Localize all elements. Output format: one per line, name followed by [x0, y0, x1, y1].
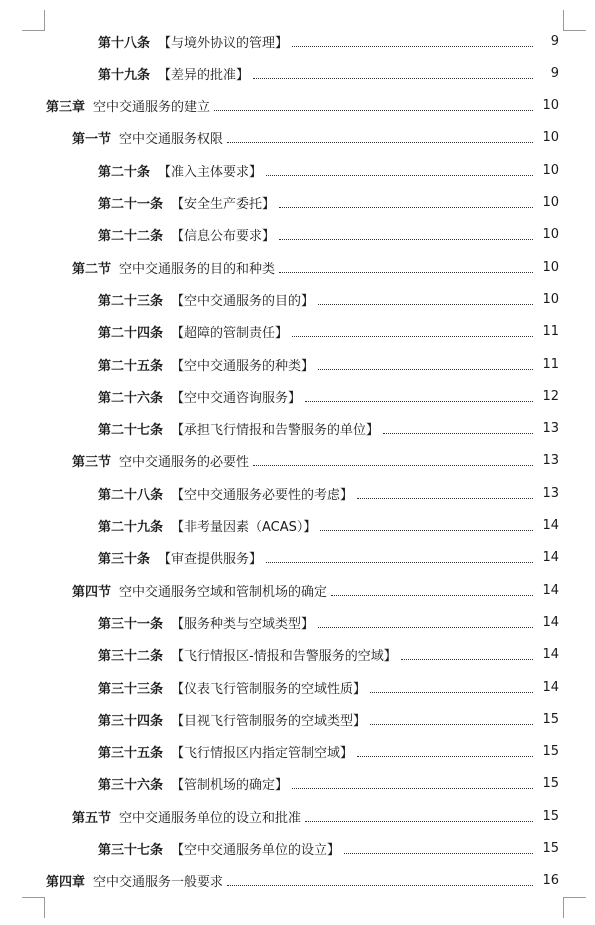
toc-entry[interactable] [98, 771, 559, 797]
dot-leader [279, 207, 533, 208]
toc-entry-page-number: 13 [542, 421, 559, 437]
toc-entry-title: 空中交通服务空域和管制机场的确定 [119, 584, 328, 600]
dot-leader [253, 465, 533, 466]
toc-entry-label: 第二十一条 [98, 197, 164, 212]
dot-leader [318, 369, 533, 370]
dot-leader [279, 239, 533, 240]
toc-entry-page-number: 15 [542, 808, 559, 824]
dot-leader [318, 627, 533, 628]
toc-entry[interactable] [72, 803, 559, 829]
dot-leader [279, 272, 533, 273]
toc-entry[interactable] [72, 448, 559, 474]
toc-entry-label: 第三十条 [98, 552, 151, 568]
toc-entry-page-number: 14 [542, 614, 559, 630]
toc-entry-page-number: 13 [542, 485, 559, 501]
dot-leader [292, 46, 533, 47]
dot-leader [227, 142, 533, 143]
toc-entry-label: 第三十六条 [98, 778, 164, 794]
toc-entry-page-number: 11 [542, 356, 559, 372]
toc-entry-title: 【差异的批准】 [158, 67, 250, 83]
toc-entry-page-number: 10 [542, 259, 559, 275]
toc-entry-label: 第三十四条 [98, 713, 164, 729]
toc-entry-label: 第三十七条 [98, 843, 164, 858]
toc-entry-title: 空中交通服务权限 [119, 132, 224, 148]
toc-entry-page-number: 14 [542, 582, 559, 598]
dot-leader [214, 110, 533, 111]
toc-entry[interactable] [98, 836, 559, 862]
toc-entry-title: 【服务种类与空域类型】 [171, 616, 315, 632]
toc-entry-label: 第十九条 [98, 67, 151, 83]
toc-entry[interactable] [98, 545, 559, 571]
dot-leader [320, 530, 533, 531]
toc-entry-label: 第三十三条 [98, 681, 164, 697]
dot-leader [318, 304, 533, 305]
toc-entry-label: 第三十二条 [98, 649, 164, 665]
toc-entry-title: 空中交通服务的必要性 [119, 455, 250, 471]
dot-leader [357, 498, 533, 499]
crop-mark-top-right [563, 10, 586, 31]
toc-entry-label: 第二十四条 [98, 326, 164, 342]
dot-leader [292, 788, 533, 789]
dot-leader [370, 692, 533, 693]
toc-entry-page-number: 14 [542, 550, 559, 566]
toc-entry-page-number: 16 [542, 873, 559, 889]
toc-entry-title: 【空中交通服务单位的设立】 [171, 843, 341, 858]
toc-entry-label: 第三节 [72, 455, 112, 471]
toc-entry[interactable] [98, 706, 559, 732]
toc-entry[interactable] [98, 157, 559, 183]
toc-entry-page-number: 14 [542, 647, 559, 663]
toc-entry[interactable] [98, 416, 559, 442]
dot-leader [305, 821, 533, 822]
crop-mark-bottom-right [563, 897, 586, 918]
toc-entry-title: 【空中交通服务的种类】 [171, 358, 315, 374]
dot-leader [266, 562, 533, 563]
toc-entry[interactable] [98, 190, 559, 216]
dot-leader [357, 756, 533, 757]
toc-entry-label: 第五节 [72, 810, 112, 826]
crop-mark-bottom-left [22, 897, 45, 918]
toc-entry-label: 第二十九条 [98, 520, 164, 535]
toc-entry-label: 第一节 [72, 132, 112, 148]
toc-entry-page-number: 9 [550, 65, 559, 81]
toc-entry-title: 空中交通服务一般要求 [93, 875, 224, 891]
toc-entry-label: 第二十六条 [98, 390, 164, 406]
toc-entry-title: 【承担飞行情报和告警服务的单位】 [171, 423, 380, 439]
dot-leader [383, 433, 533, 434]
toc-entry-page-number: 12 [542, 388, 559, 404]
toc-entry-title: 【飞行情报区内指定管制空域】 [171, 746, 354, 762]
toc-entry-title: 【信息公布要求】 [171, 229, 276, 245]
toc-entry-page-number: 10 [542, 195, 559, 210]
toc-entry-label: 第三十五条 [98, 746, 164, 762]
toc-entry-label: 第四节 [72, 584, 112, 600]
toc-entry[interactable] [98, 383, 559, 409]
toc-entry-page-number: 14 [542, 518, 559, 533]
toc-entry-label: 第四章 [46, 875, 86, 891]
toc-entry-title: 【与境外协议的管理】 [158, 35, 289, 51]
toc-entry-title: 空中交通服务的目的和种类 [119, 261, 276, 277]
toc-entry-title: 空中交通服务单位的设立和批准 [119, 810, 302, 826]
toc-entry[interactable] [72, 577, 559, 603]
toc-entry-title: 【空中交通咨询服务】 [171, 390, 302, 406]
toc-entry-title: 【空中交通服务的目的】 [171, 293, 315, 309]
toc-entry[interactable] [98, 222, 559, 248]
toc-entry-label: 第三十一条 [98, 616, 164, 632]
toc-entry[interactable] [98, 739, 559, 765]
toc-entry-page-number: 10 [542, 291, 559, 307]
dot-leader [227, 885, 533, 886]
toc-entry-page-number: 15 [542, 776, 559, 792]
toc-entry-title: 空中交通服务的建立 [93, 100, 211, 116]
toc-entry-title: 【飞行情报区-情报和告警服务的空域】 [171, 649, 397, 665]
toc-entry[interactable] [98, 642, 559, 668]
toc-entry-label: 第二十三条 [98, 293, 164, 309]
toc-entry-label: 第二十七条 [98, 423, 164, 439]
toc-entry-label: 第十八条 [98, 35, 151, 51]
toc-entry-label: 第二十二条 [98, 229, 164, 245]
toc-entry-page-number: 10 [542, 227, 559, 243]
toc-entry-title: 【安全生产委托】 [171, 197, 276, 212]
toc-entry[interactable] [98, 351, 559, 377]
dot-leader [266, 175, 533, 176]
toc-entry-title: 【仪表飞行管制服务的空域性质】 [171, 681, 367, 697]
toc-entry-title: 【准入主体要求】 [158, 164, 263, 180]
dot-leader [292, 336, 533, 337]
toc-entry-label: 第二十五条 [98, 358, 164, 374]
toc-entry-page-number: 14 [542, 679, 559, 695]
toc-entry-title: 【审查提供服务】 [158, 552, 263, 568]
toc-entry[interactable] [46, 868, 559, 894]
toc-entry-page-number: 9 [550, 33, 559, 49]
toc-entry-page-number: 10 [542, 130, 559, 146]
toc-entry-title: 【空中交通服务必要性的考虑】 [171, 487, 354, 503]
toc-entry-title: 【超障的管制责任】 [171, 326, 289, 342]
toc-entry-page-number: 10 [542, 162, 559, 178]
toc-entry-page-number: 15 [542, 841, 559, 856]
toc-entry-title: 【管制机场的确定】 [171, 778, 289, 794]
dot-leader [331, 595, 533, 596]
toc-entry[interactable] [98, 319, 559, 345]
toc-entry-page-number: 15 [542, 744, 559, 760]
toc-entry-label: 第二十条 [98, 164, 151, 180]
toc-entry[interactable] [98, 60, 559, 86]
dot-leader [401, 659, 533, 660]
toc-entry[interactable] [72, 125, 559, 151]
toc-entry[interactable] [98, 674, 559, 700]
toc-entry-page-number: 10 [542, 98, 559, 114]
toc-entry-page-number: 15 [542, 711, 559, 727]
toc-entry[interactable] [46, 93, 559, 119]
toc-entry-title: 【目视飞行管制服务的空域类型】 [171, 713, 367, 729]
toc-entry-title: 【非考量因素（ACAS）】 [171, 520, 317, 535]
toc-entry-page-number: 11 [542, 324, 559, 340]
toc-entry-label: 第二十八条 [98, 487, 164, 503]
toc-entry-page-number: 13 [542, 453, 559, 469]
crop-mark-top-left [22, 10, 45, 31]
toc-entry-label: 第二节 [72, 261, 112, 277]
dot-leader [344, 853, 533, 854]
toc-entry[interactable] [98, 609, 559, 635]
toc-entry[interactable] [98, 286, 559, 312]
toc-entry[interactable] [98, 480, 559, 506]
dot-leader [253, 78, 533, 79]
toc-entry-label: 第三章 [46, 100, 86, 116]
dot-leader [370, 724, 533, 725]
dot-leader [305, 401, 533, 402]
toc-entry[interactable] [98, 513, 559, 539]
toc-entry[interactable] [98, 28, 559, 54]
toc-entry[interactable] [72, 254, 559, 280]
